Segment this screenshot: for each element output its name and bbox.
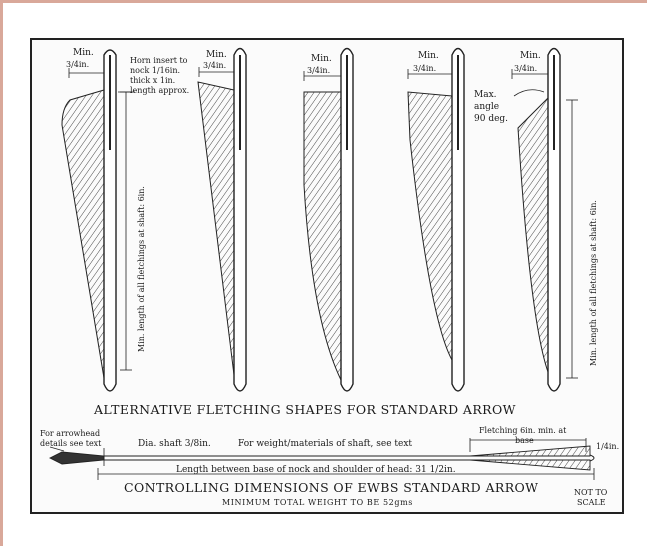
horn-insert-line-1: Horn insert to bbox=[130, 56, 188, 65]
max-angle-line-2: angle bbox=[474, 102, 500, 112]
fletching-shape-5 bbox=[518, 98, 548, 372]
arrowhead-note-line-2: details see text bbox=[40, 439, 102, 448]
min-value-3: 3/4in. bbox=[307, 66, 331, 75]
arrow-5 bbox=[518, 49, 560, 392]
arrow-4 bbox=[408, 49, 464, 392]
controlling-dimensions-title: CONTROLLING DIMENSIONS OF EWBS STANDARD ARROW bbox=[124, 480, 539, 495]
min-value-4: 3/4in. bbox=[413, 64, 437, 73]
horn-insert-line-2: nock 1/16in. bbox=[130, 66, 181, 75]
min-label-2: Min. bbox=[206, 50, 227, 60]
min-label-3: Min. bbox=[311, 54, 332, 64]
fletching-min-label-line-2: base bbox=[515, 436, 534, 445]
full-arrow-fletching bbox=[470, 446, 590, 456]
fletching-min-label-line-1: Fletching 6in. min. at bbox=[479, 426, 567, 435]
arrowhead bbox=[50, 452, 104, 464]
min-label-4: Min. bbox=[418, 51, 439, 61]
horn-insert-line-4: length approx. bbox=[130, 86, 190, 95]
fletch-length-label-right: Min. length of all fletchings at shaft: 6in. bbox=[589, 200, 598, 366]
weight-materials-note: For weight/materials of shaft, see text bbox=[238, 439, 413, 449]
arrow-3 bbox=[304, 49, 353, 392]
horn-insert-line-3: thick x 1in. bbox=[130, 76, 176, 85]
max-angle-line-1: Max. bbox=[474, 90, 497, 100]
not-to-scale-line-1: NOT TO bbox=[574, 488, 608, 497]
min-value-2: 3/4in. bbox=[203, 61, 227, 70]
arrowhead-note-line-1: For arrowhead bbox=[40, 429, 101, 438]
fletching-shape-3 bbox=[304, 92, 341, 380]
fletching-shapes-title: ALTERNATIVE FLETCHING SHAPES FOR STANDARD ARROW bbox=[94, 402, 516, 417]
fletching-shape-2 bbox=[198, 82, 234, 375]
shaft-diameter-label: Dia. shaft 3/8in. bbox=[138, 439, 211, 449]
arrow-2 bbox=[198, 49, 246, 392]
min-label-1: Min. bbox=[73, 48, 94, 58]
length-between-label: Length between base of nock and shoulder of head: 31 1/2in. bbox=[176, 465, 456, 475]
min-label-5: Min. bbox=[520, 51, 541, 61]
fletch-length-label-left: Min. length of all fletchings at shaft: 6in. bbox=[137, 186, 146, 352]
minimum-weight-note: MINIMUM TOTAL WEIGHT TO BE 52gms bbox=[222, 498, 413, 507]
fletching-shape-1 bbox=[62, 90, 104, 378]
arrow-1 bbox=[62, 50, 116, 391]
not-to-scale-line-2: SCALE bbox=[577, 498, 606, 507]
min-value-1: 3/4in. bbox=[66, 60, 90, 69]
fletching-shape-4 bbox=[408, 92, 452, 360]
min-value-5: 3/4in. bbox=[514, 64, 538, 73]
quarter-inch-label: 1/4in. bbox=[596, 442, 620, 451]
max-angle-line-3: 90 deg. bbox=[474, 114, 509, 124]
